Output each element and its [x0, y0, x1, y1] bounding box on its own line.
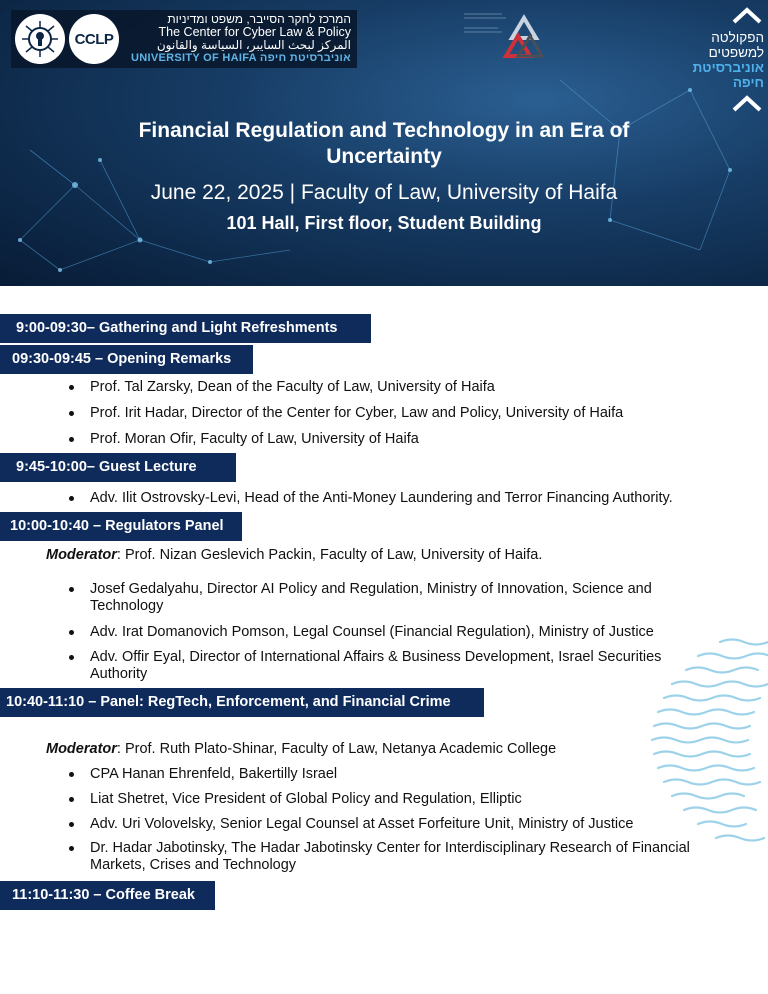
session-bar-coffee-break: 11:10-11:30 – Coffee Break	[0, 881, 215, 910]
session-bar-opening-remarks: 09:30-09:45 – Opening Remarks	[0, 345, 253, 374]
cclp-arabic-name: المركز لبحث السايبر، السياسة والقانون	[156, 38, 351, 52]
list-item: Prof. Tal Zarsky, Dean of the Faculty of Law, University of Haifa	[90, 379, 730, 396]
list-item: Josef Gedalyahu, Director AI Policy and Regulation, Ministry of Innovation, Science and Technology	[90, 581, 690, 615]
cclp-university-line: UNIVERSITY OF HAIFA אוניברסיטת חיפה	[130, 52, 351, 64]
wave-pattern-decoration	[650, 632, 768, 852]
faculty-line-3: אוניברסיטת	[692, 60, 764, 75]
session-bar-regtech-panel: 10:40-11:10 – Panel: RegTech, Enforcement, and Financial Crime	[0, 688, 484, 717]
list-item: CPA Hanan Ehrenfeld, Bakertilly Israel	[90, 766, 730, 783]
list-item: Adv. Uri Volovelsky, Senior Legal Counsel at Asset Forfeiture Unit, Ministry of Justice	[90, 816, 730, 833]
moderator-text: : Prof. Ruth Plato-Shinar, Faculty of Law, Netanya Academic College	[116, 741, 557, 757]
session-bar-gathering: 9:00-09:30– Gathering and Light Refreshments	[0, 314, 371, 343]
moderator-label: Moderator	[46, 741, 117, 757]
chevron-up-icon	[732, 6, 762, 24]
faculty-line-1: הפקולטה	[711, 30, 764, 45]
keyhole-circuit-icon	[15, 14, 65, 64]
interdisciplinary-center-logo	[462, 10, 546, 70]
list-item: Adv. Ilit Ostrovsky-Levi, Head of the Anti-Money Laundering and Terror Financing Authority.	[90, 490, 750, 507]
cclp-initials: CCLP	[69, 14, 119, 64]
list-item: Dr. Hadar Jabotinsky, The Hadar Jabotinsky Center for Interdisciplinary Research of Financial Markets, Crises and Technology	[90, 840, 730, 874]
list-item: Prof. Moran Ofir, Faculty of Law, University of Haifa	[90, 431, 730, 448]
header-banner	[0, 0, 768, 286]
triangle-logo-icon	[462, 10, 546, 70]
faculty-line-2: למשפטים	[708, 45, 764, 60]
session-bar-regulators-panel: 10:00-10:40 – Regulators Panel	[0, 512, 242, 541]
session-bar-guest-lecture: 9:45-10:00– Guest Lecture	[0, 453, 236, 482]
moderator-line	[46, 741, 736, 758]
list-item: Adv. Offir Eyal, Director of International Affairs & Business Development, Israel Securities Authority	[90, 649, 690, 683]
list-item: Adv. Irat Domanovich Pomson, Legal Counsel (Financial Regulation), Ministry of Justice	[90, 624, 730, 641]
event-date-venue: June 22, 2025 | Faculty of Law, University of Haifa	[150, 181, 618, 204]
cclp-logo	[11, 10, 357, 68]
list-item: Prof. Irit Hadar, Director of the Center for Cyber, Law and Policy, University of Haifa	[90, 405, 730, 422]
list-item: Liat Shetret, Vice President of Global Policy and Regulation, Elliptic	[90, 791, 730, 808]
moderator-label: Moderator	[46, 547, 117, 563]
event-location: 101 Hall, First floor, Student Building	[226, 213, 542, 233]
chevron-up-icon	[732, 94, 762, 112]
faculty-of-law-logo	[672, 4, 764, 108]
cclp-english-name: The Center for Cyber Law & Policy	[158, 25, 351, 39]
cclp-name-lines	[131, 13, 351, 65]
event-title: Financial Regulation and Technology in an Era of Uncertainty	[138, 119, 630, 168]
cclp-hebrew-name: המרכז לחקר הסייבר, משפט ומדיניות	[167, 12, 351, 26]
moderator-text: : Prof. Nizan Geslevich Packin, Faculty of Law, University of Haifa.	[116, 547, 543, 563]
moderator-line	[46, 547, 736, 564]
faculty-line-4: חיפה	[732, 75, 764, 90]
